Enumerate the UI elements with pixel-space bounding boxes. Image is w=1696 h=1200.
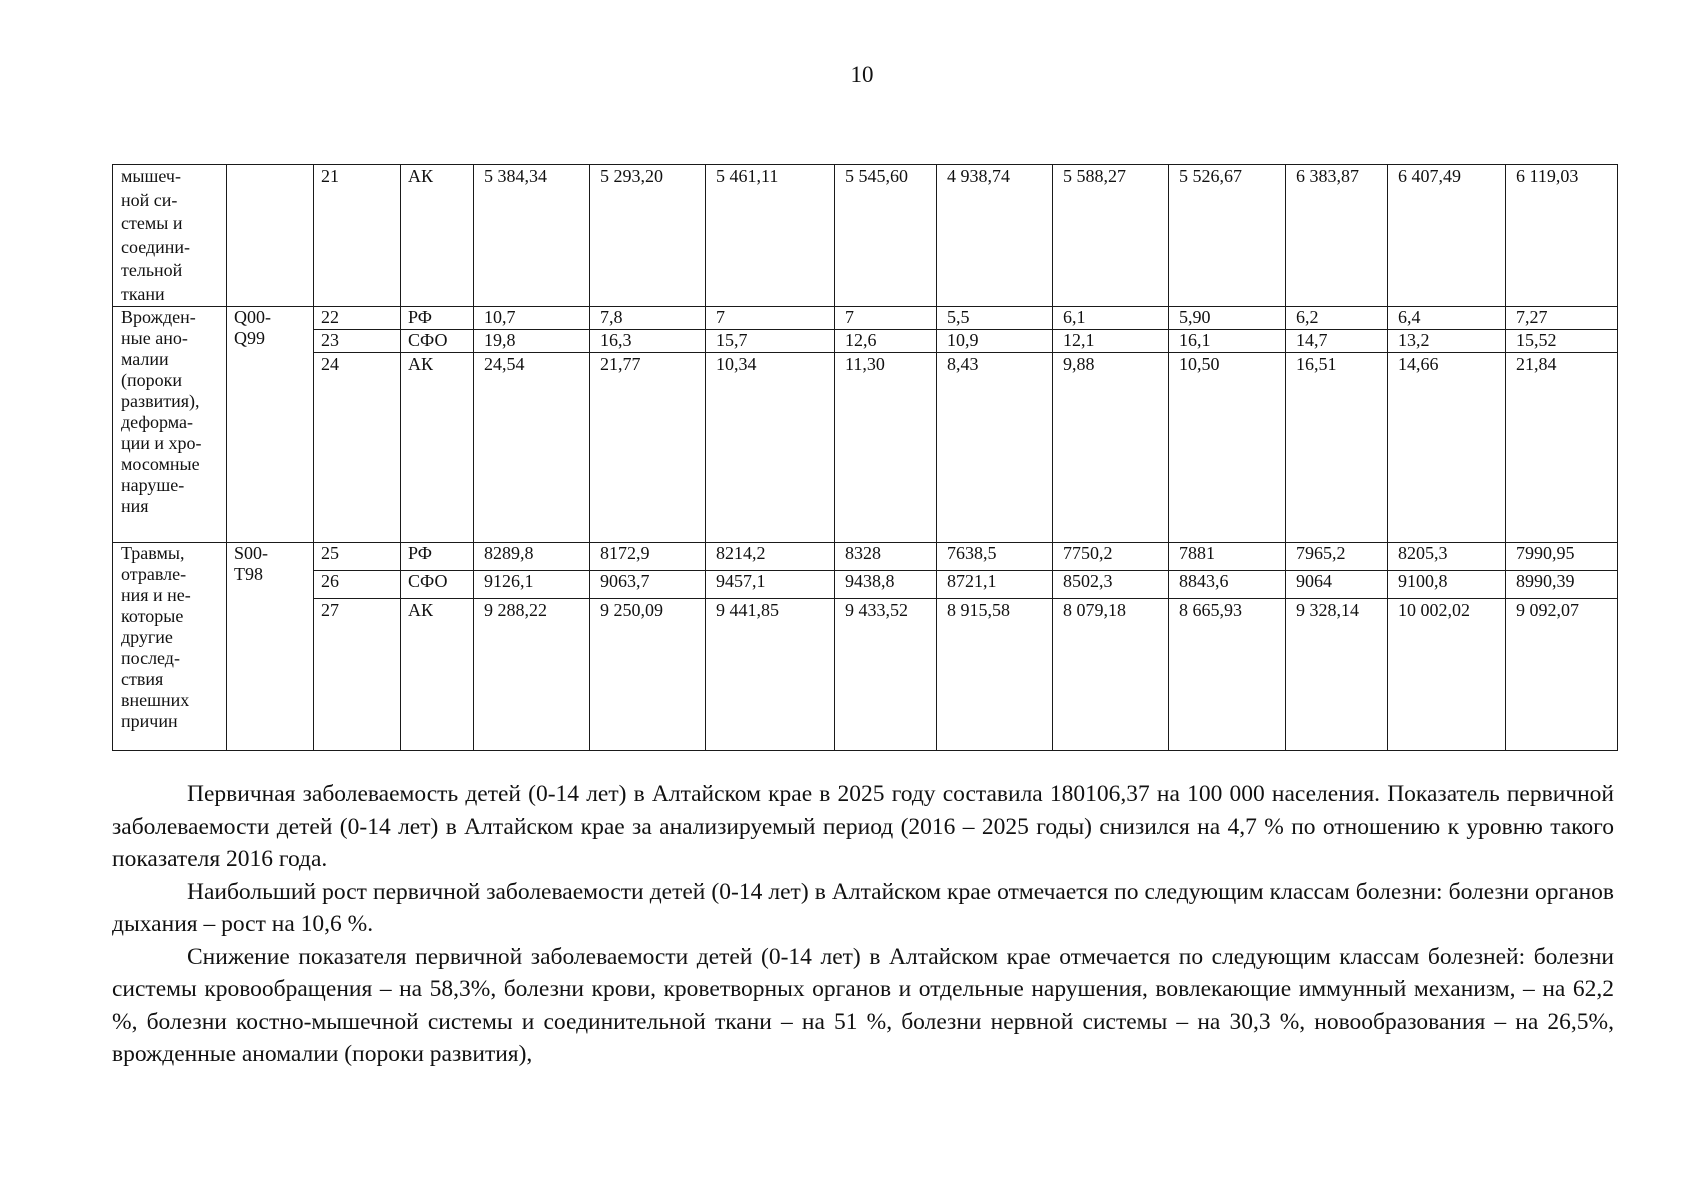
value-cell: 9 092,07 [1506,599,1618,751]
table-row [113,165,1618,307]
class-name: Травмы, отравле- ния и не- которые другие послед- ствия внешних причин [121,543,191,731]
value-cell: 8 665,93 [1169,599,1286,751]
table-row [113,307,1618,330]
value-cell: 9063,7 [590,571,706,599]
value-cell: 10 002,02 [1388,599,1506,751]
class-code-cell [227,543,314,751]
value-cell: 8289,8 [474,543,590,571]
value-cell: 7,27 [1506,307,1618,330]
value-cell: 9126,1 [474,571,590,599]
value-cell: 19,8 [474,330,590,353]
value-cell: 6 407,49 [1388,165,1506,307]
value-cell: 7 [706,307,835,330]
body-text [112,778,1614,1071]
value-cell: 9 250,09 [590,599,706,751]
value-cell: 14,66 [1388,353,1506,543]
value-cell: 10,9 [937,330,1053,353]
value-cell: 21,77 [590,353,706,543]
region: АК [401,165,474,307]
value-cell: 9 288,22 [474,599,590,751]
region: СФО [401,330,474,353]
value-cell: 8205,3 [1388,543,1506,571]
row-number: 22 [314,307,401,330]
value-cell: 8 079,18 [1053,599,1169,751]
value-cell: 7 [835,307,937,330]
value-cell: 6,4 [1388,307,1506,330]
value-cell: 6,2 [1286,307,1388,330]
class-name: мышеч- ной си- стемы и соедини- тельной ткани [121,166,191,304]
class-name-cell [113,307,227,543]
value-cell: 7881 [1169,543,1286,571]
value-cell: 9 441,85 [706,599,835,751]
value-cell: 5 588,27 [1053,165,1169,307]
value-cell: 5 384,34 [474,165,590,307]
value-cell: 7,8 [590,307,706,330]
value-cell: 5,5 [937,307,1053,330]
value-cell: 9 328,14 [1286,599,1388,751]
region: АК [401,599,474,751]
class-name-cell [113,543,227,751]
value-cell: 7750,2 [1053,543,1169,571]
paragraph: Снижение показателя первичной заболеваемости детей (0-14 лет) в Алтайском крае отмечается по следующим классам болезней: болезни системы кровообращения – на 58,3%, болезни крови, кроветворных органов и отдельные нарушения, вовлекающие иммунный механизм, – на 62,2 %, болезни костно-мышечной системы и соединительной ткани – на 51 %, болезни нервной системы – на 30,3 %, новообразования – на 26,5%, врожденные аномалии (пороки развития), [112,943,1614,1067]
value-cell: 8 915,58 [937,599,1053,751]
row-number: 27 [314,599,401,751]
class-code: S00- T98 [234,543,269,584]
paragraph: Первичная заболеваемость детей (0-14 лет) в Алтайском крае в 2025 году составила 180106,37 на 100 000 населения. Показатель первичной заболеваемости детей (0-14 лет) в Алтайском крае за анализируемый период (2016 – 2025 годы) снизился на 4,7 % по отношению к уровню такого показателя 2016 года. [112,781,1614,872]
value-cell: 7638,5 [937,543,1053,571]
value-cell: 10,7 [474,307,590,330]
value-cell: 6 119,03 [1506,165,1618,307]
value-cell: 6 383,87 [1286,165,1388,307]
value-cell: 9,88 [1053,353,1169,543]
value-cell: 15,7 [706,330,835,353]
value-cell: 14,7 [1286,330,1388,353]
value-cell: 8,43 [937,353,1053,543]
value-cell: 5 461,11 [706,165,835,307]
value-cell: 12,1 [1053,330,1169,353]
page-number: 10 [850,62,874,87]
class-name-cell [113,165,227,307]
value-cell: 8843,6 [1169,571,1286,599]
row-number: 25 [314,543,401,571]
class-code-cell [227,307,314,543]
table-row [113,353,1618,543]
table-row [113,330,1618,353]
class-name: Врожден- ные ано- малии (пороки развития), деформа- ции и хро- мосомные наруше- ния [121,307,202,516]
value-cell: 5 545,60 [835,165,937,307]
row-number: 23 [314,330,401,353]
value-cell: 16,51 [1286,353,1388,543]
region: РФ [401,307,474,330]
row-number: 26 [314,571,401,599]
value-cell: 21,84 [1506,353,1618,543]
value-cell: 10,50 [1169,353,1286,543]
value-cell: 13,2 [1388,330,1506,353]
table-row [113,599,1618,751]
value-cell: 6,1 [1053,307,1169,330]
value-cell: 9 433,52 [835,599,937,751]
value-cell: 8328 [835,543,937,571]
value-cell: 8172,9 [590,543,706,571]
value-cell: 24,54 [474,353,590,543]
value-cell: 16,3 [590,330,706,353]
value-cell: 8721,1 [937,571,1053,599]
value-cell: 7965,2 [1286,543,1388,571]
class-code-cell [227,165,314,307]
value-cell: 5,90 [1169,307,1286,330]
value-cell: 12,6 [835,330,937,353]
value-cell: 8990,39 [1506,571,1618,599]
morbidity-table [112,164,1618,751]
region: АК [401,353,474,543]
value-cell: 8214,2 [706,543,835,571]
value-cell: 10,34 [706,353,835,543]
value-cell: 9438,8 [835,571,937,599]
value-cell: 9064 [1286,571,1388,599]
paragraph: Наибольший рост первичной заболеваемости детей (0-14 лет) в Алтайском крае отмечается по следующим классам болезни: болезни органов дыхания – рост на 10,6 %. [112,878,1614,937]
value-cell: 4 938,74 [937,165,1053,307]
value-cell: 15,52 [1506,330,1618,353]
table-row [113,571,1618,599]
value-cell: 9100,8 [1388,571,1506,599]
value-cell: 7990,95 [1506,543,1618,571]
value-cell: 8502,3 [1053,571,1169,599]
row-number: 21 [314,165,401,307]
value-cell: 5 293,20 [590,165,706,307]
value-cell: 9457,1 [706,571,835,599]
class-code: Q00- Q99 [234,307,271,348]
table-row [113,543,1618,571]
value-cell: 5 526,67 [1169,165,1286,307]
value-cell: 16,1 [1169,330,1286,353]
row-number: 24 [314,353,401,543]
region: СФО [401,571,474,599]
region: РФ [401,543,474,571]
value-cell: 11,30 [835,353,937,543]
